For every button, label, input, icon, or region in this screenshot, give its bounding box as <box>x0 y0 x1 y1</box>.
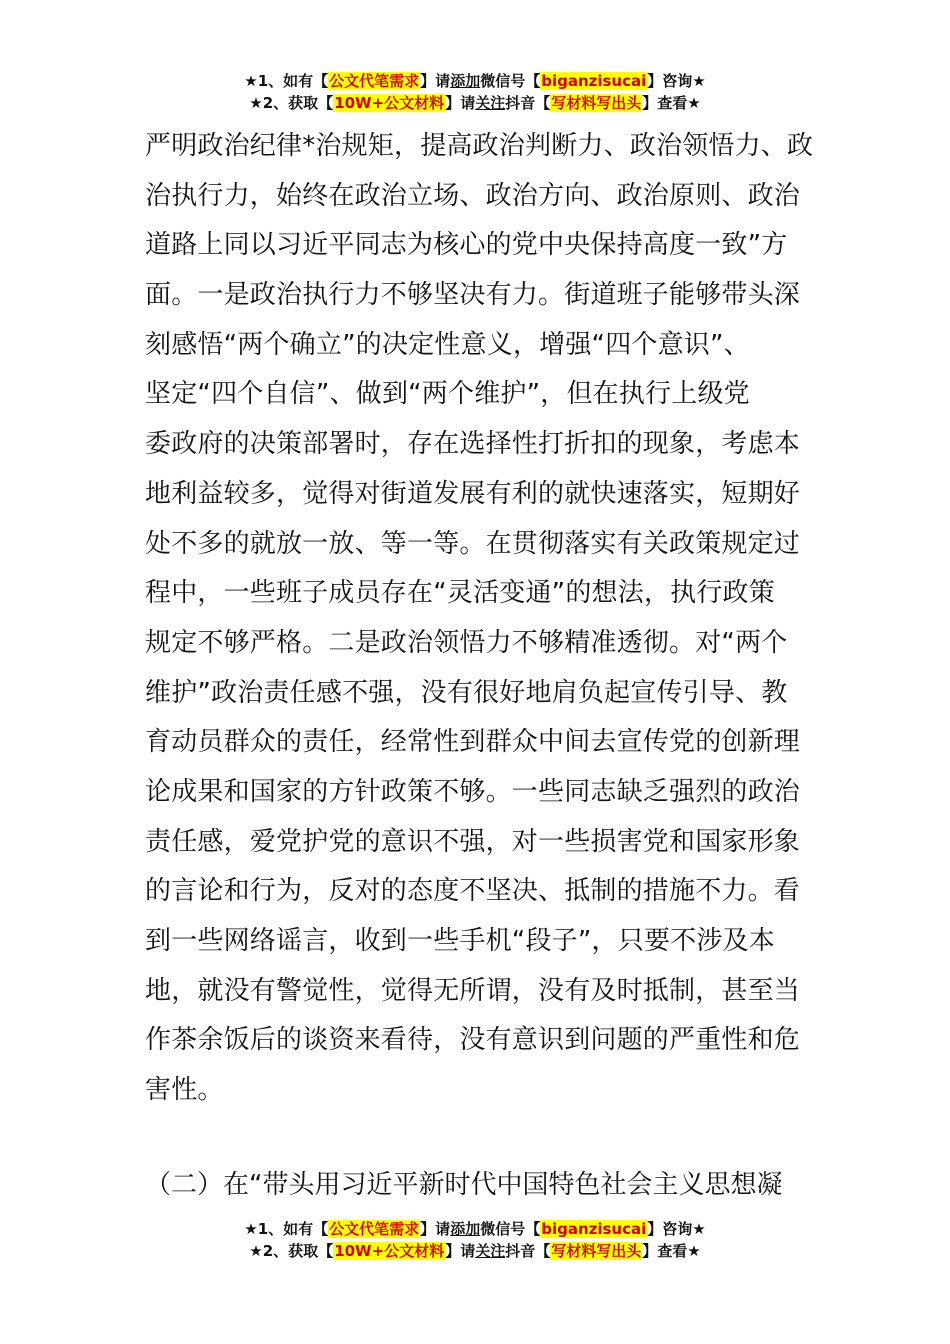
banner-text: 抖音【 <box>505 94 551 112</box>
body-line: 地利益较多，觉得对街道发展有利的就快速落实，短期好 <box>145 478 801 509</box>
body-line: 论成果和国家的方针政策不够。一些同志缺乏强烈的政治 <box>145 776 801 807</box>
banner-line-2 <box>0 92 950 114</box>
body-line: 的言论和行为，反对的态度不坚决、抵制的措施不力。看 <box>145 876 801 907</box>
body-paragraph <box>145 122 814 1116</box>
banner-text: 微信号【 <box>480 72 541 90</box>
body-line: 面。一是政治执行力不够坚决有力。街道班子能够带头深 <box>145 280 801 311</box>
banner-text: 抖音【 <box>505 1242 551 1260</box>
section-heading: （二）在“带头用习近平新时代中国特色社会主义思想凝 <box>145 1170 783 1200</box>
banner-underline: 关注 <box>475 1242 506 1260</box>
banner-text: 】请 <box>420 1220 451 1238</box>
banner-highlight: 10W+公文材料 <box>334 94 445 112</box>
banner-text: 】咨询★ <box>647 1220 706 1238</box>
body-line: 刻感悟“两个确立”的决定性意义，增强“四个意识”、 <box>145 329 750 360</box>
body-line: 治执行力，始终在政治立场、政治方向、政治原则、政治 <box>145 180 801 211</box>
banner-text: ★2、获取【 <box>249 1242 334 1260</box>
top-banner <box>0 70 950 114</box>
body-line: 作茶余饭后的谈资来看待，没有意识到问题的严重性和危 <box>145 1025 801 1056</box>
banner-text: 】请 <box>445 94 476 112</box>
banner-text: 微信号【 <box>480 1220 541 1238</box>
body-line: 处不多的就放一放、等一等。在贯彻落实有关政策规定过 <box>145 528 801 559</box>
banner-line-1 <box>0 1218 950 1240</box>
banner-text: ★2、获取【 <box>249 94 334 112</box>
banner-line-2 <box>0 1240 950 1262</box>
banner-text: 】请 <box>445 1242 476 1260</box>
banner-highlight: 10W+公文材料 <box>334 1242 445 1260</box>
body-line: 程中，一些班子成员存在“灵活变通”的想法，执行政策 <box>145 578 775 609</box>
body-line: 委政府的决策部署时，存在选择性打折扣的现象，考虑本 <box>145 429 801 460</box>
body-line: 严明政治纪律*治规矩，提高政治判断力、政治领悟力、政 <box>145 131 814 161</box>
body-line: 规定不够严格。二是政治领悟力不够精准透彻。对“两个 <box>145 627 788 658</box>
banner-text: ★1、如有【 <box>244 1220 329 1238</box>
body-line: 到一些网络谣言，收到一些手机“段子”，只要不涉及本 <box>145 926 775 956</box>
banner-highlight: 写材料写出头 <box>551 94 642 112</box>
body-line: 责任感，爱党护党的意识不强，对一些损害党和国家形象 <box>145 826 801 857</box>
banner-highlight: 公文代笔需求 <box>329 1220 420 1238</box>
body-line: 育动员群众的责任，经常性到群众中间去宣传党的创新理 <box>145 727 801 758</box>
banner-text: 】查看★ <box>642 1242 701 1260</box>
body-line: 地，就没有警觉性，觉得无所谓，没有及时抵制，甚至当 <box>145 975 801 1006</box>
banner-highlight: biganzisucai <box>541 72 647 90</box>
banner-text: 】请 <box>420 72 451 90</box>
body-line: 害性。 <box>145 1075 224 1106</box>
banner-highlight: biganzisucai <box>541 1220 647 1238</box>
banner-text: ★1、如有【 <box>244 72 329 90</box>
banner-line-1 <box>0 70 950 92</box>
banner-underline: 添加 <box>450 72 481 90</box>
body-line: 坚定“四个自信”、做到“两个维护”，但在执行上级党 <box>145 379 750 410</box>
banner-underline: 关注 <box>475 94 506 112</box>
banner-highlight: 公文代笔需求 <box>329 72 420 90</box>
body-line: 维护”政治责任感不强，没有很好地肩负起宣传引导、教 <box>145 677 788 708</box>
banner-highlight: 写材料写出头 <box>551 1242 642 1260</box>
banner-text: 】查看★ <box>642 94 701 112</box>
body-line: 道路上同以习近平同志为核心的党中央保持高度一致”方 <box>145 230 788 261</box>
banner-underline: 添加 <box>450 1220 481 1238</box>
banner-text: 】咨询★ <box>647 72 706 90</box>
bottom-banner <box>0 1218 950 1262</box>
